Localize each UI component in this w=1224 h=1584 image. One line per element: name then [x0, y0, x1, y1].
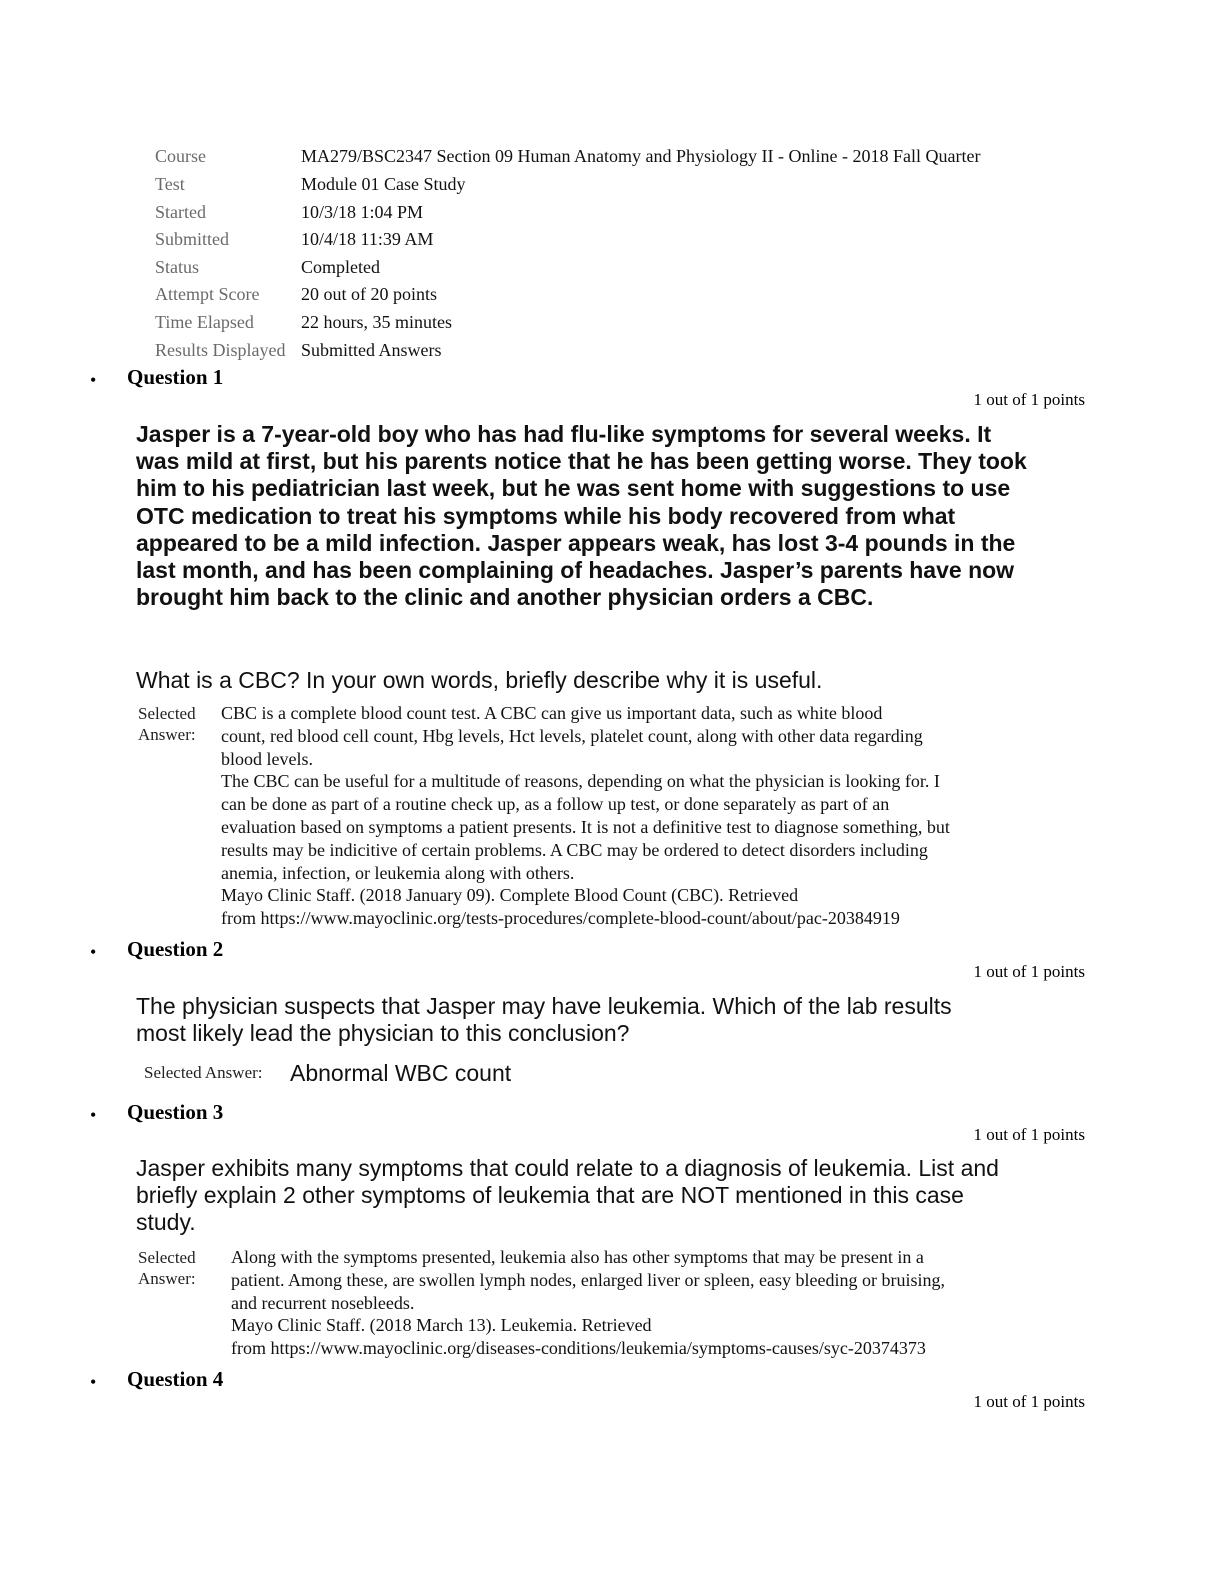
bullet-icon: •: [90, 1105, 97, 1125]
course-value: MA279/BSC2347 Section 09 Human Anatomy and Physiology II - Online - 2018 Fall Quarter: [301, 146, 981, 166]
selected-answer-text: Abnormal WBC count: [290, 1060, 512, 1086]
question-points: 1 out of 1 points: [973, 1125, 1085, 1144]
test-value: Module 01 Case Study: [301, 174, 466, 194]
selected-answer-label: Selected Answer:: [138, 1248, 196, 1288]
test-label: Test: [155, 174, 185, 194]
selected-answer-text: CBC is a complete blood count test. A CBC can give us important data, such as white blood count, red blood cell count, Hbg levels, Hct levels, platelet count, along with other data regarding blood levels. The CBC can be useful for a multitude of reasons, depending on what the physician is looking for. I can be done as part of a routine check up, as a follow up test, or done separately as part of an evaluation based on symptoms a patient presents. It is not a definitive test to diagnose something, but results may be indicitive of certain problems. A CBC may be ordered to detect disorders including anemia, infection, or leukemia along with others. Mayo Clinic Staff. (2018 January 09). Complete Blood Count (CBC). Retrieved from https://www.mayoclinic.org/tests-procedures/complete-blood-count/about/pac-20384919: [221, 703, 950, 929]
status-value: Completed: [301, 257, 380, 277]
question-title: Question 2: [127, 937, 224, 961]
question-prompt: What is a CBC? In your own words, briefly describe why it is useful.: [136, 667, 823, 693]
time-elapsed-value: 22 hours, 35 minutes: [301, 312, 452, 332]
question-title: Question 3: [127, 1100, 224, 1124]
attempt-score-label: Attempt Score: [155, 284, 260, 304]
results-displayed-label: Results Displayed: [155, 340, 286, 360]
submitted-value: 10/4/18 11:39 AM: [301, 229, 434, 249]
question-title: Question 1: [127, 365, 224, 389]
started-label: Started: [155, 202, 206, 222]
selected-answer-text: Along with the symptoms presented, leukemia also has other symptoms that may be present in a patient. Among these, are swollen lymph nodes, enlarged liver or spleen, easy bleeding or bruising, and recurrent nosebleeds. Mayo Clinic Staff. (2018 March 13). Leukemia. Retrieved from https://www.mayoclinic.org/diseases-conditions/leukemia/symptoms-causes/syc-20374373: [231, 1247, 945, 1359]
question-title: Question 4: [127, 1367, 224, 1391]
results-displayed-value: Submitted Answers: [301, 340, 442, 360]
submitted-label: Submitted: [155, 229, 230, 249]
question-points: 1 out of 1 points: [973, 1392, 1085, 1411]
attempt-score-value: 20 out of 20 points: [301, 284, 438, 304]
status-label: Status: [155, 257, 200, 277]
bullet-icon: •: [90, 942, 97, 962]
question-points: 1 out of 1 points: [973, 962, 1085, 981]
bullet-icon: •: [90, 370, 97, 390]
case-scenario-text: Jasper is a 7-year-old boy who has had flu-like symptoms for several weeks. It was mild at first, but his parents notice that he has been getting worse. They took him to his pediatrician last week, but he was sent home with suggestions to use OTC medication to treat his symptoms while his body recovered from what appeared to be a mild infection. Jasper appears weak, has lost 3-4 pounds in the last month, and has been complaining of headaches. Jasper’s parents have now brought him back to the clinic and another physician orders a CBC.: [136, 421, 1027, 611]
course-label: Course: [155, 146, 206, 166]
selected-answer-label: Selected Answer:: [144, 1063, 263, 1082]
selected-answer-label: Selected Answer:: [138, 704, 196, 744]
time-elapsed-label: Time Elapsed: [155, 312, 254, 332]
question-points: 1 out of 1 points: [973, 390, 1085, 409]
question-prompt: Jasper exhibits many symptoms that could relate to a diagnosis of leukemia. List and briefly explain 2 other symptoms of leukemia that are NOT mentioned in this case study.: [136, 1155, 999, 1235]
started-value: 10/3/18 1:04 PM: [301, 202, 424, 222]
bullet-icon: •: [90, 1372, 97, 1392]
question-prompt: The physician suspects that Jasper may have leukemia. Which of the lab results most likely lead the physician to this conclusion?: [136, 993, 952, 1046]
